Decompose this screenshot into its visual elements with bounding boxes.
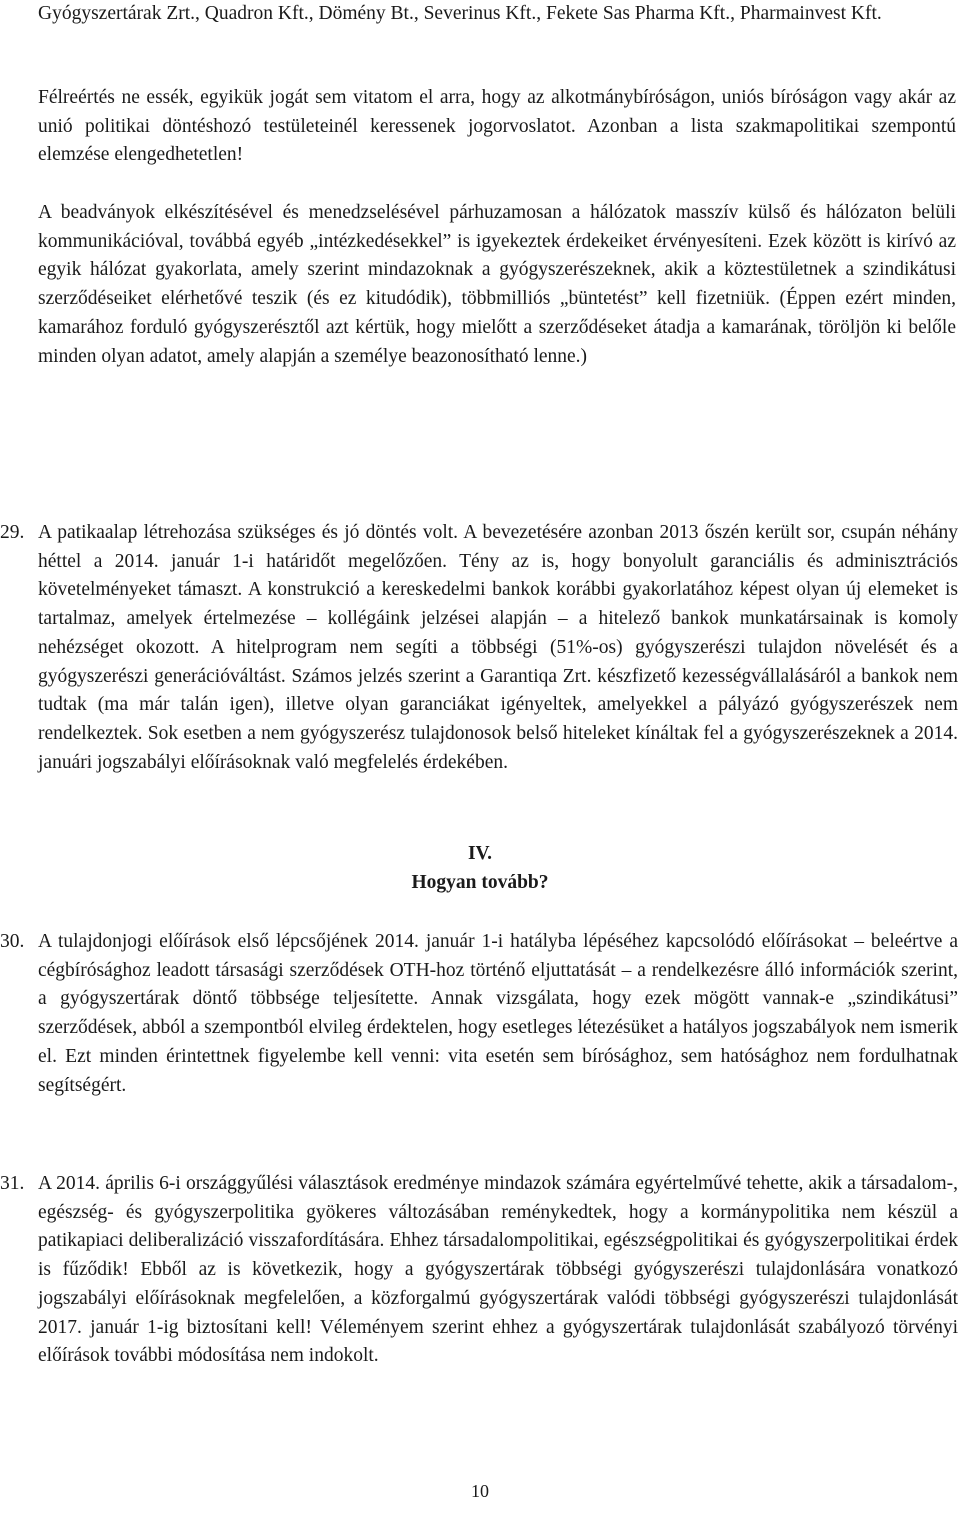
paragraph-number: 31. [0, 1173, 25, 1194]
paragraph-text: A 2014. április 6-i országgyűlési választások eredménye mindazok számára egyértelművé tehette, akik a társadalom-, egészség- és gyógyszerpolitika gyökeres változásában reménykedtek, hogy a kormánypolitika nem készül a patikapiaci deliberalizáció visszafordítására. Ehhez társadalompolitikai, egészségpolitikai és gyógyszerpolitikai érdek is fűződik! Ebből az is következik, hogy a gyógyszertárak többségi gyógyszerészi tulajdonlására vonatkozó jogszabályi előírásoknak megfelelően, a közforgalmú gyógyszertárak valódi többségi gyógyszerészi tulajdonlását 2017. január 1-ig biztosítani kell! Véleményem szerint ehhez a gyógyszertárak tulajdonlását szabályozó törvényi előírások további módosítása nem indokolt. [38, 1173, 958, 1367]
section-title: Hogyan tovább? [411, 872, 549, 893]
section-number: IV. [467, 843, 493, 864]
paragraph-submissions: A beadványok elkészítésével és menedzselésével párhuzamosan a hálózatok masszív külső és hálózaton belüli kommunikációval, továbbá egyéb „intézkedésekkel” is igyekeztek érdekeiket érvényesíteni. Ezek között is kirívó az egyik hálózat gyakorlata, amely szerint mindazoknak a gyógyszerészeknek, akik a köztestületnek a szindikátusi szerződéseiket elérhetővé teszik (és ez kitudódik), többmilliós „büntetést” kell fizetniük. (Éppen ezért minden, kamarához forduló gyógyszerésztől azt kértük, hogy mielőtt a szerződéseket átadja a kamarának, töröljön ki belőle minden olyan adatot, amely alapján a személye beazonosítható lenne.) [38, 202, 956, 367]
paragraph-text: A patikaalap létrehozása szükséges és jó döntés volt. A bevezetésére azonban 2013 őszén került sor, csupán néhány héttel a 2014. január 1-i határidőt megelőzően. Tény az is, hogy bonyolult garanciális és adminisztrációs követelményeket támaszt. A konstrukció a kereskedelmi bankok korábbi gyakorlatához képest olyan új elemeket is tartalmaz, amelyek értelmezése – kollégáink jelzései alapján – a hitelező bankok munkatársainak is komoly nehézséget okozott. A hitelprogram nem segíti a többségi (51%-os) gyógyszerészi tulajdon növelését és a gyógyszerészi generációváltást. Számos jelzés szerint a Garantiqa Zrt. készfizető kezességvállalásáról a bankok nem tudtak (ma már talán igen), illetve olyan garanciákat igényeltek, amelyekkel a pályázó gyógyszerészek nem rendelkeztek. Sok esetben a nem gyógyszerész tulajdonosok belső hiteleket kínáltak fel a gyógyszerészeknek a 2014. januári jogszabályi előírásoknak való megfelelés érdekében. [38, 522, 958, 773]
numbered-paragraph-30 [0, 928, 958, 1100]
lead-paragraph: Gyógyszertárak Zrt., Quadron Kft., Dömény Bt., Severinus Kft., Fekete Sas Pharma Kft., Pharmainvest Kft. [38, 3, 882, 24]
page-number: 10 [471, 1481, 489, 1501]
numbered-paragraph-29 [0, 519, 958, 777]
paragraph-remedies: Félreértés ne essék, egyikük jogát sem vitatom el arra, hogy az alkotmánybíróságon, uniós bíróságon vagy akár az unió politikai döntéshozó testületeinél keressenek jogorvoslatot. Azonban a lista szakmapolitikai szempontú elemzése elengedhetetlen! [38, 87, 956, 166]
paragraph-text: A tulajdonjogi előírások első lépcsőjének 2014. január 1-i hatályba lépéséhez kapcsolódó előírásokat – beleértve a cégbírósághoz leadott társasági szerződések OTH-hoz történő eljuttatását – a rendelkezésre álló információk szerint, a gyógyszertárak döntő többsége teljesítette. Annak vizsgálata, hogy ezek mögött vannak-e „szindikátusi” szerződések, abból a szempontból elvileg érdektelen, hogy esetleges létezésüket a hatályos jogszabályok nem ismerik el. Ezt minden érintettnek figyelembe kell venni: vita esetén sem bírósághoz, sem hatósághoz nem fordulhatnak segítségért. [38, 931, 958, 1096]
numbered-paragraph-31 [0, 1170, 958, 1371]
paragraph-number: 30. [0, 931, 25, 952]
paragraph-number: 29. [0, 522, 25, 543]
